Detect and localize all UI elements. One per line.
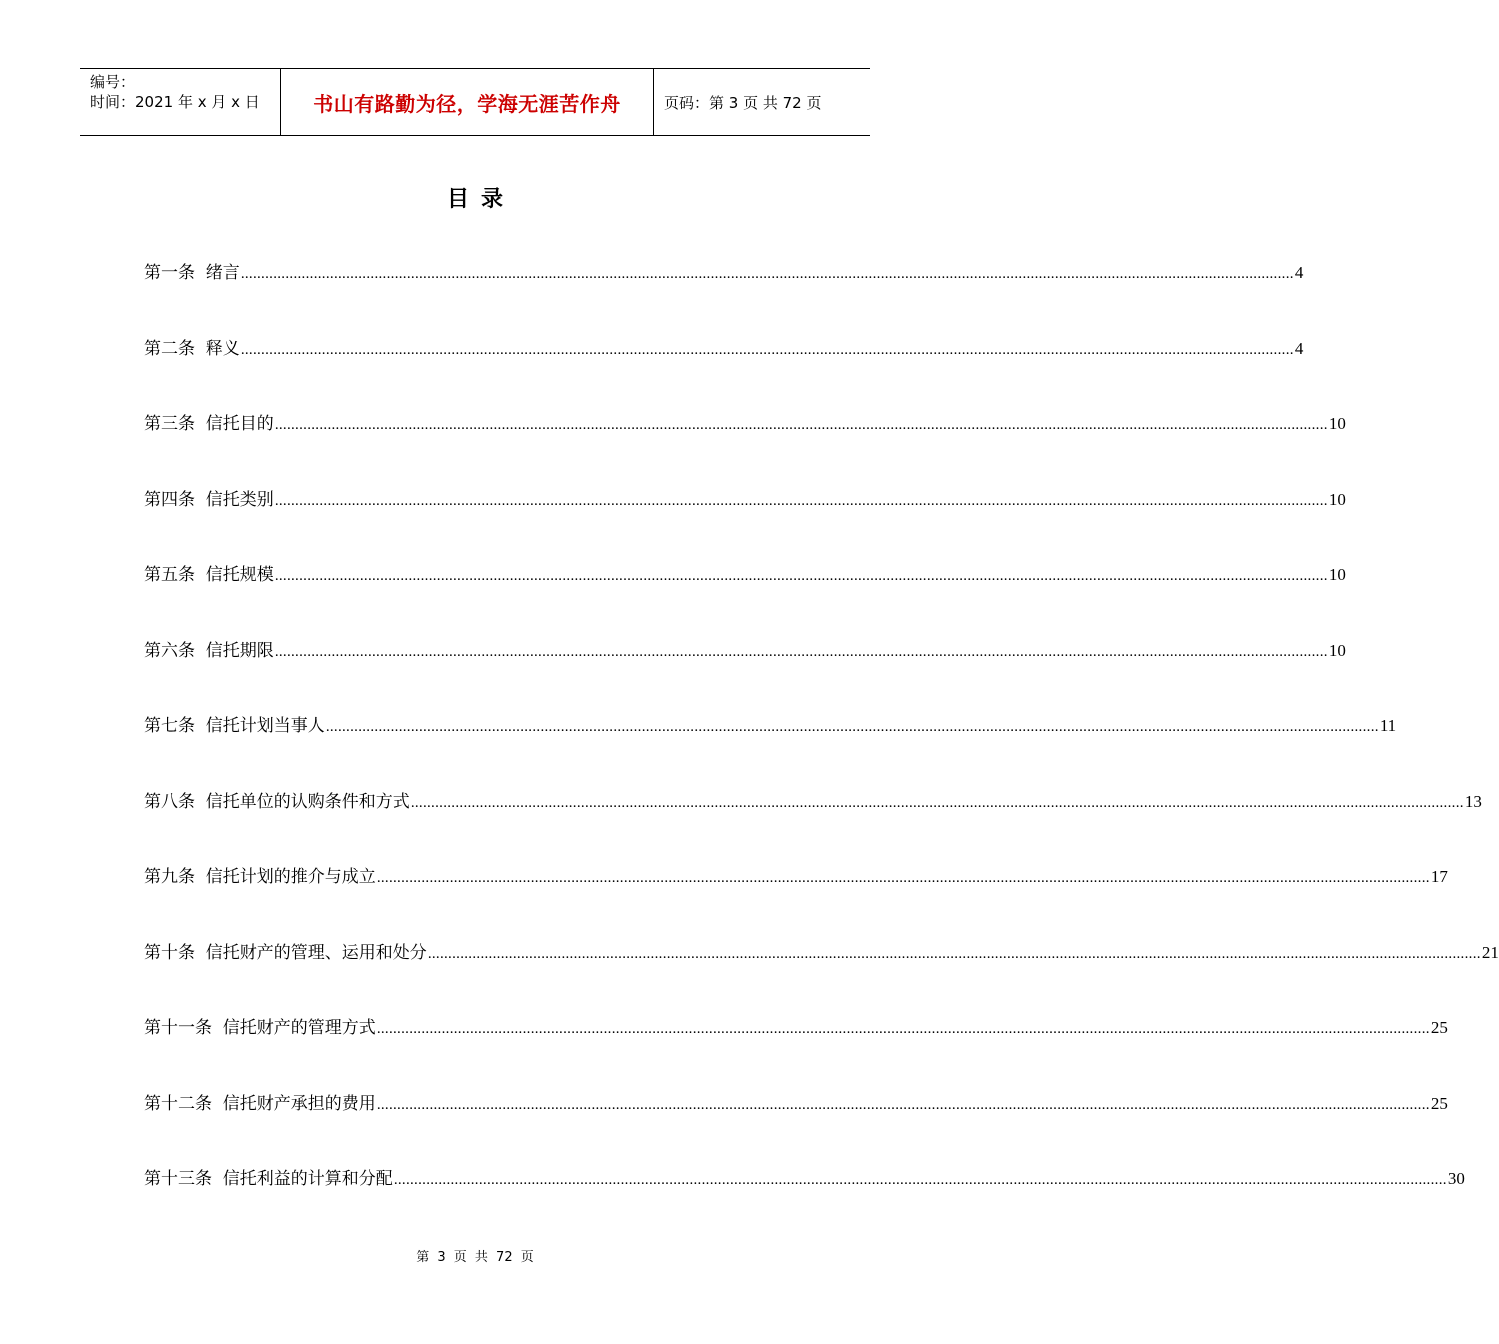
toc-leader-dots: .................................................................................................................................................................................................................................................................... xyxy=(274,492,1328,509)
toc-entry-label: 第十条 信托财产的管理、运用和处分 xyxy=(144,942,427,963)
document-number-label: 编号： xyxy=(90,73,136,91)
toc-entry[interactable] xyxy=(144,1089,1448,1165)
header-meta xyxy=(80,69,281,135)
toc-entry[interactable] xyxy=(144,258,1304,334)
toc-entry-page: 17 xyxy=(1430,867,1448,886)
toc-entry[interactable] xyxy=(144,1164,1465,1240)
header-page-info: 页码：第 3 页 共 72 页 xyxy=(664,93,822,112)
toc-entry[interactable] xyxy=(144,938,1499,1014)
page-footer: 第 3 页 共 72 页 xyxy=(416,1250,534,1265)
toc-leader-dots: .................................................................................................................................................................................................................................................................... xyxy=(393,1172,1447,1188)
toc-entry-page: 10 xyxy=(1328,565,1346,584)
toc-entry-page: 11 xyxy=(1379,716,1397,735)
toc-entry[interactable] xyxy=(144,711,1397,787)
header-motto: 书山有路勤为径，学海无涯苦作舟 xyxy=(313,91,621,116)
table-of-contents xyxy=(144,258,1499,1240)
toc-entry-label: 第五条 信托规模 xyxy=(144,565,274,585)
toc-entry-page: 30 xyxy=(1447,1169,1465,1188)
toc-entry-label: 第十一条 信托财产的管理方式 xyxy=(144,1018,376,1038)
toc-leader-dots: .................................................................................................................................................................................................................................................................... xyxy=(427,945,1481,962)
header-page-cell xyxy=(654,69,870,135)
toc-entry-label: 第四条 信托类别 xyxy=(144,489,274,510)
toc-entry[interactable] xyxy=(144,485,1346,561)
toc-entry-label: 第一条 绪言 xyxy=(144,263,240,283)
toc-entry-page: 25 xyxy=(1430,1093,1448,1113)
toc-leader-dots: .................................................................................................................................................................................................................................................................... xyxy=(376,1096,1430,1113)
toc-leader-dots: .................................................................................................................................................................................................................................................................... xyxy=(240,266,1294,282)
toc-entry-page: 13 xyxy=(1464,791,1482,811)
toc-entry-page: 10 xyxy=(1328,414,1346,433)
toc-entry[interactable] xyxy=(144,1013,1448,1089)
toc-entry-label: 第七条 信托计划当事人 xyxy=(144,716,325,736)
toc-entry[interactable] xyxy=(144,862,1448,938)
toc-entry-label: 第九条 信托计划的推介与成立 xyxy=(144,867,376,887)
toc-entry-page: 4 xyxy=(1294,263,1304,282)
toc-entry[interactable] xyxy=(144,560,1346,636)
toc-leader-dots: .................................................................................................................................................................................................................................................................... xyxy=(274,643,1328,660)
document-date: 时间：2021 年 x 月 x 日 xyxy=(90,93,260,111)
toc-leader-dots: .................................................................................................................................................................................................................................................................... xyxy=(410,794,1464,811)
toc-leader-dots: .................................................................................................................................................................................................................................................................... xyxy=(274,568,1328,584)
toc-entry-page: 21 xyxy=(1481,942,1499,962)
toc-entry[interactable] xyxy=(144,334,1304,410)
toc-leader-dots: .................................................................................................................................................................................................................................................................... xyxy=(325,719,1379,735)
toc-entry-label: 第三条 信托目的 xyxy=(144,414,274,434)
toc-leader-dots: .................................................................................................................................................................................................................................................................... xyxy=(240,341,1294,358)
toc-entry-label: 第十二条 信托财产承担的费用 xyxy=(144,1093,376,1114)
toc-entry-page: 10 xyxy=(1328,640,1346,660)
toc-leader-dots: .................................................................................................................................................................................................................................................................... xyxy=(376,1021,1430,1037)
toc-entry-page: 10 xyxy=(1328,489,1346,509)
header-motto-cell xyxy=(281,69,654,135)
toc-entry-label: 第二条 释义 xyxy=(144,338,240,359)
toc-entry[interactable] xyxy=(144,409,1346,485)
toc-entry-label: 第八条 信托单位的认购条件和方式 xyxy=(144,791,410,812)
toc-entry-page: 25 xyxy=(1430,1018,1448,1037)
toc-leader-dots: .................................................................................................................................................................................................................................................................... xyxy=(376,870,1430,886)
toc-title: 目录 xyxy=(446,187,515,212)
toc-entry-page: 4 xyxy=(1294,338,1304,358)
toc-entry[interactable] xyxy=(144,787,1482,863)
toc-entry-label: 第十三条 信托利益的计算和分配 xyxy=(144,1169,393,1189)
toc-entry[interactable] xyxy=(144,636,1346,712)
toc-leader-dots: .................................................................................................................................................................................................................................................................... xyxy=(274,417,1328,433)
page-header xyxy=(80,68,870,136)
toc-entry-label: 第六条 信托期限 xyxy=(144,640,274,661)
